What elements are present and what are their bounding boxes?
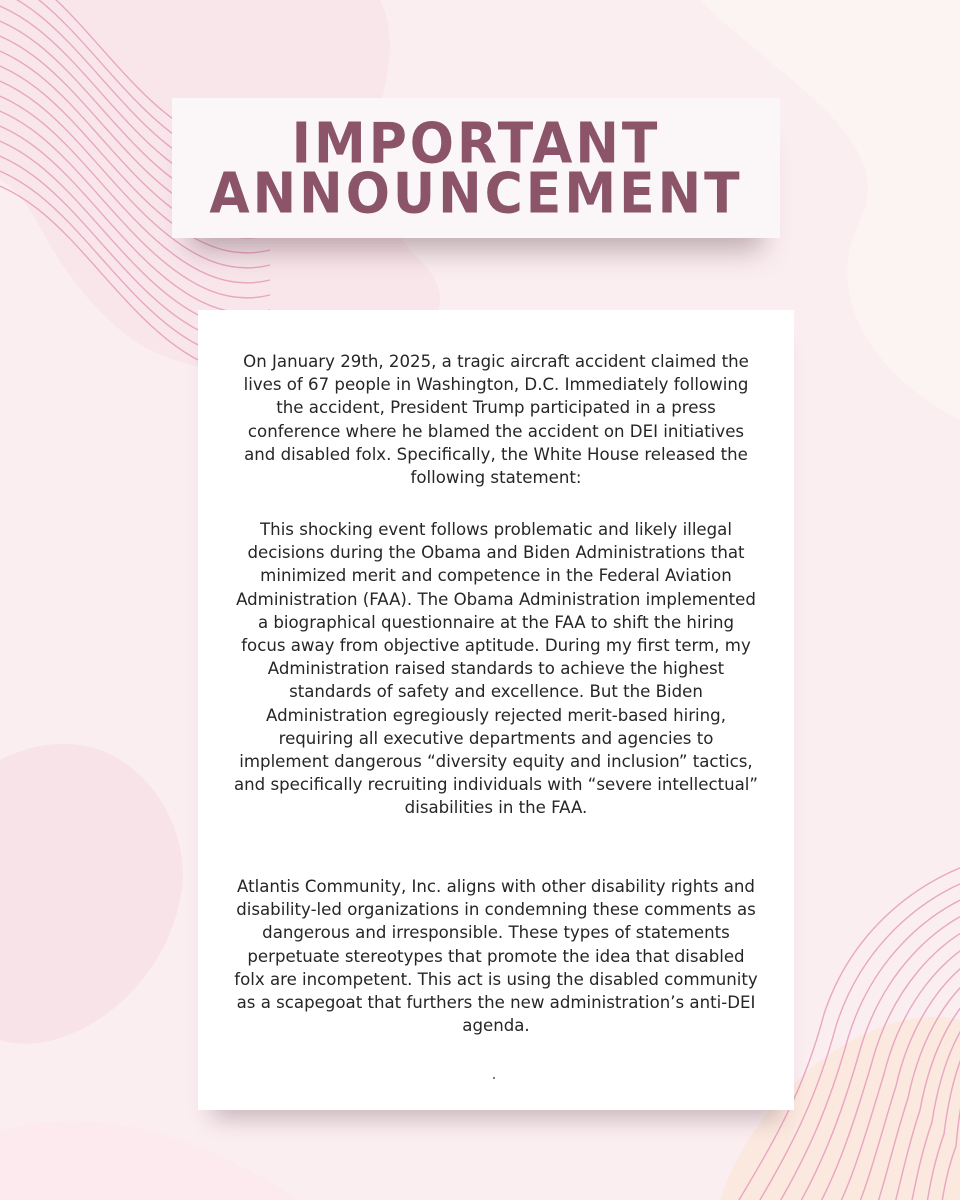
quoted-statement-paragraph: This shocking event follows problematic and likely illegal decisions during the Obama and Biden Administrations that minimized merit and competence in the Federal Aviation Administration (FAA). The Obama Administration implemented a biographical questionnaire at the FAA to shift the hiring focus away from objective aptitude. During my first term, my Administration raised standards to achieve the highest standards of safety and excellence. But the Biden Administration egregiously rejected merit-based hiring, requiring all executive departments and agencies to implement dangerous “diversity equity and inclusion” tactics, and specifically recruiting individuals with “severe intellectual” disabilities in the FAA. <box>234 520 758 818</box>
title-line-announcement: ANNOUNCEMENT <box>209 161 743 227</box>
response-paragraph: Atlantis Community, Inc. aligns with other disability rights and disability-led organizations in condemning these comments as dangerous and irresponsible. These types of statements perpetuate stereotypes that promote the idea that disabled folx are incompetent. This act is using the disabled community as a scapegoat that furthers the new administration’s anti-DEI agenda. <box>234 877 758 1036</box>
title-banner <box>172 98 780 238</box>
announcement-card <box>198 310 794 1110</box>
intro-paragraph: On January 29th, 2025, a tragic aircraft accident claimed the lives of 67 people in Washington, D.C. Immediately following the accident, President Trump participated in a press conference where he blamed the accident on DEI initiatives and disabled folx. Specifically, the White House released the following statement: <box>243 352 749 488</box>
title-line-important: IMPORTANT <box>291 111 661 177</box>
stray-dot <box>493 1077 495 1079</box>
